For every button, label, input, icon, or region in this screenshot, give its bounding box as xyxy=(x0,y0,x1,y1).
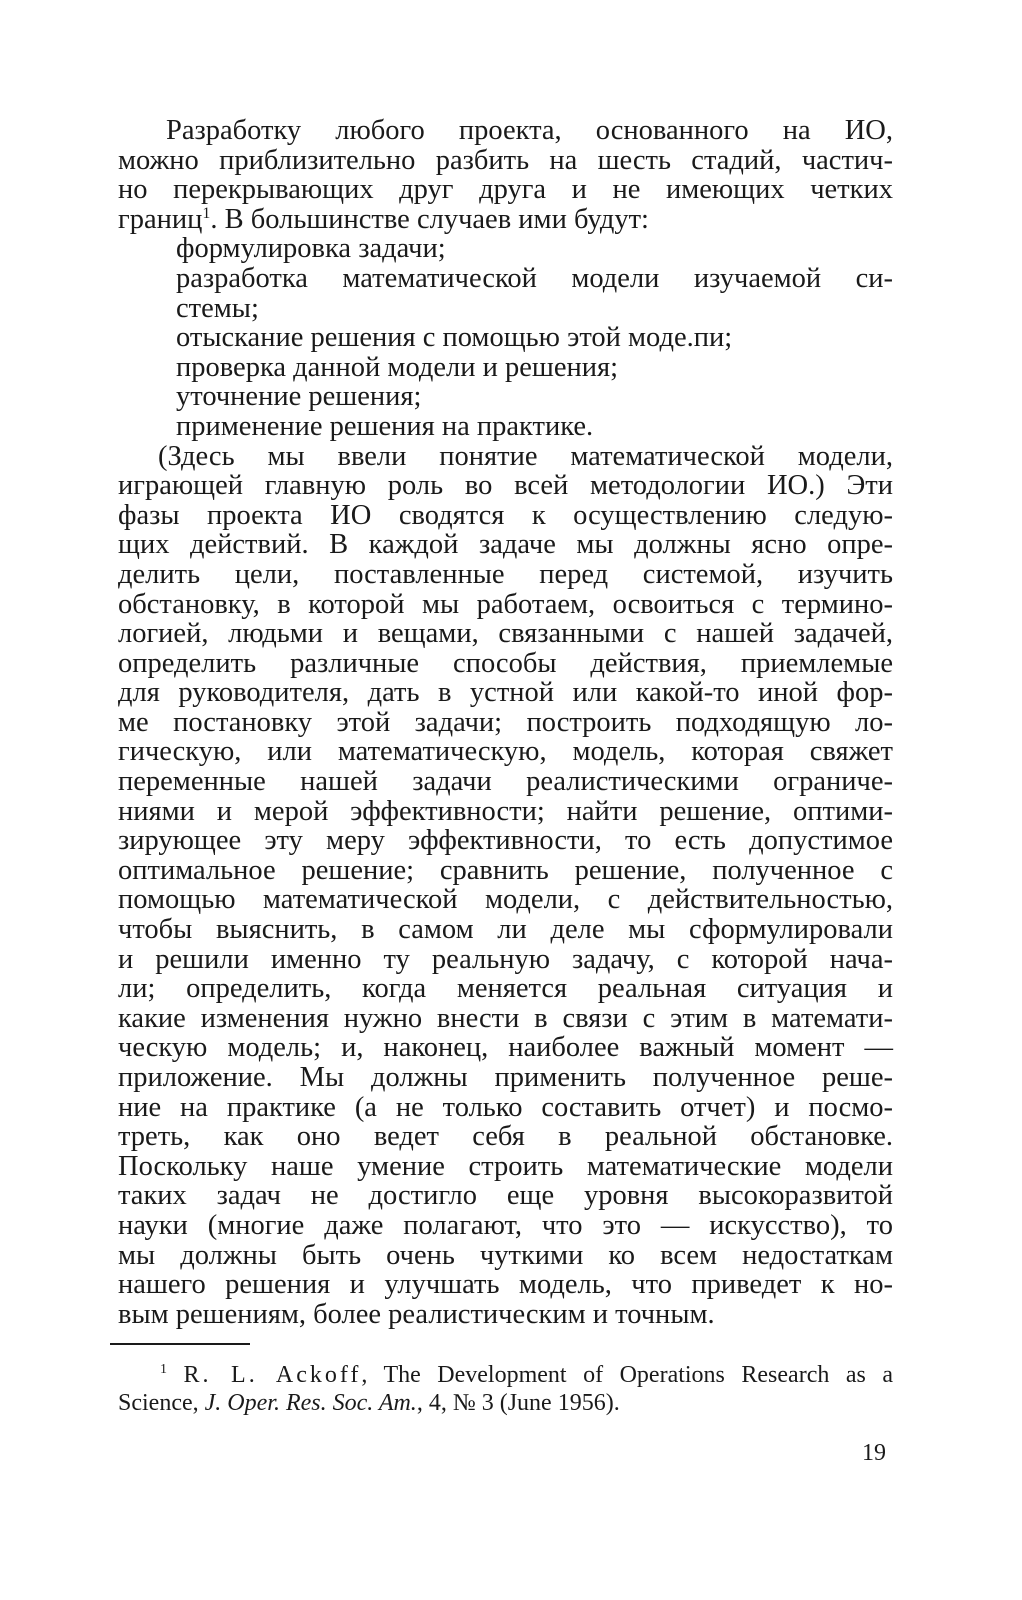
text-line-content: ме постановку этой задачи; построить подходящую ло- xyxy=(118,706,893,738)
text-line xyxy=(118,619,893,649)
text-line xyxy=(118,442,893,472)
text-line-content: ниями и мерой эффективности; найти решение, оптими- xyxy=(118,795,893,827)
text-line-content: формулировка задачи; xyxy=(176,233,446,265)
text-line xyxy=(118,1211,893,1241)
text-line xyxy=(118,412,893,442)
text-line-content: стемы; xyxy=(176,292,259,324)
text-line xyxy=(118,1004,893,1034)
text-line xyxy=(118,501,893,531)
page-number: 19 xyxy=(862,1440,886,1466)
footnote-author: R. L. Ackoff xyxy=(183,1362,362,1388)
text-line-content: и решили именно ту реальную задачу, с которой нача- xyxy=(118,943,893,975)
text-line-content: Разработку любого проекта, основанного на ИО, xyxy=(166,115,893,146)
text-line-content: ние на практике (а не только составить отчет) и посмо- xyxy=(118,1091,893,1123)
text-line-content: нашего решения и улучшать модель, что приведет к но- xyxy=(118,1269,893,1301)
text-line xyxy=(118,797,893,827)
text-line-content: приложение. Мы должны применить полученное реше- xyxy=(118,1062,893,1093)
text-line xyxy=(118,560,893,590)
text-line-content: какие изменения нужно внести в связи с этим в математи- xyxy=(118,1002,893,1034)
text-line xyxy=(118,1270,893,1300)
text-line xyxy=(118,530,893,560)
text-line xyxy=(118,353,893,383)
footnote-title: , The Development of Operations Research as a xyxy=(361,1362,894,1388)
text-line-content: ли; определить, когда меняется реальная ситуация и xyxy=(118,973,893,1005)
text-line xyxy=(118,590,893,620)
text-line-content: границ xyxy=(118,203,203,235)
text-line-content: мы должны быть очень чуткими ко всем недостаткам xyxy=(118,1239,893,1271)
text-line xyxy=(118,1033,893,1063)
text-line xyxy=(118,1241,893,1271)
text-line-content: оптимальное решение; сравнить решение, полученное с xyxy=(118,854,893,886)
footnote-journal: J. Oper. Res. Soc. Am. xyxy=(204,1390,417,1416)
text-line xyxy=(118,974,893,1004)
text-line-content: уточнение решения; xyxy=(176,381,422,413)
text-line-content: треть, как оно ведет себя в реальной обстановке. xyxy=(118,1121,893,1153)
text-line-content: щих действий. В каждой задаче мы должны ясно опре- xyxy=(118,529,893,561)
text-line xyxy=(118,945,893,975)
text-line-content: помощью математической модели, с действительностью, xyxy=(118,884,893,916)
body-text xyxy=(118,116,893,1329)
text-line-content: для руководителя, дать в устной или какой-то иной фор- xyxy=(118,677,893,709)
text-line xyxy=(118,1093,893,1123)
footnote-line-1 xyxy=(118,1361,893,1389)
text-line-content: обстановку, в которой мы работаем, освоиться с термино- xyxy=(118,588,893,620)
text-line xyxy=(118,826,893,856)
text-line-content: отыскание решения с помощью этой моде.пи; xyxy=(176,322,733,354)
footnote xyxy=(118,1361,893,1417)
footnote-separator xyxy=(110,1343,250,1345)
text-line-content: проверка данной модели и решения; xyxy=(176,351,619,383)
text-line xyxy=(118,175,893,205)
text-line xyxy=(118,678,893,708)
text-line-content: разработка математической модели изучаемой си- xyxy=(176,262,893,294)
text-line xyxy=(118,294,893,324)
text-line xyxy=(118,116,893,146)
text-line xyxy=(118,205,893,235)
text-line xyxy=(118,649,893,679)
footnote-line-2 xyxy=(118,1389,893,1417)
text-line-content: логией, людьми и вещами, связанными с нашей задачей, xyxy=(118,618,893,650)
text-line-content: делить цели, поставленные перед системой, изучить xyxy=(118,558,893,590)
text-line xyxy=(118,146,893,176)
footnote-title-cont: Science, xyxy=(118,1390,205,1416)
footnote-mark: 1 xyxy=(160,1362,167,1377)
text-line xyxy=(118,737,893,767)
text-line-content: применение решения на практике. xyxy=(176,410,594,442)
text-line xyxy=(118,1181,893,1211)
text-line-content: чтобы выяснить, в самом ли деле мы сформулировали xyxy=(118,914,893,946)
text-line xyxy=(118,915,893,945)
text-line xyxy=(118,234,893,264)
text-line-content: определить различные способы действия, приемлемые xyxy=(118,647,893,679)
text-line-content: науки (многие даже полагают, что это — искусство), то xyxy=(118,1209,893,1241)
text-line-content: (Здесь мы ввели понятие математической модели, xyxy=(158,440,893,472)
text-line xyxy=(118,885,893,915)
footnote-issue: , 4, № 3 (June 1956). xyxy=(416,1390,620,1416)
text-line-content: играющей главную роль во всей методологии ИО.) Эти xyxy=(118,470,893,502)
text-line-content: Поскольку наше умение строить математические модели xyxy=(118,1150,893,1182)
text-line-content: но перекрывающих друг друга и не имеющих четких xyxy=(118,174,893,206)
text-line-continuation: . В большинстве случаев ими будут: xyxy=(210,203,649,235)
text-line-content: ческую модель; и, наконец, наиболее важный момент — xyxy=(118,1032,893,1064)
text-line-content: фазы проекта ИО сводятся к осуществлению следую- xyxy=(118,499,893,531)
text-line-content: таких задач не достигло еще уровня высокоразвитой xyxy=(118,1180,893,1212)
footnote-ref: 1 xyxy=(202,204,211,222)
text-line xyxy=(118,471,893,501)
text-line-content: гическую, или математическую, модель, которая свяжет xyxy=(118,736,893,768)
text-line-content: можно приблизительно разбить на шесть стадий, частич- xyxy=(118,144,893,176)
text-line-content: вым решениям, более реалистическим и точным. xyxy=(118,1298,715,1330)
text-line xyxy=(118,323,893,353)
text-line-content: переменные нашей задачи реалистическими ограниче- xyxy=(118,766,893,798)
text-line xyxy=(118,1122,893,1152)
text-line xyxy=(118,856,893,886)
text-line xyxy=(118,708,893,738)
text-line xyxy=(118,382,893,412)
text-line xyxy=(118,1152,893,1182)
text-line xyxy=(118,1063,893,1093)
text-line xyxy=(118,1300,893,1330)
text-line xyxy=(118,264,893,294)
text-line xyxy=(118,767,893,797)
text-line-content: зирующее эту меру эффективности, то есть допустимое xyxy=(118,825,893,857)
